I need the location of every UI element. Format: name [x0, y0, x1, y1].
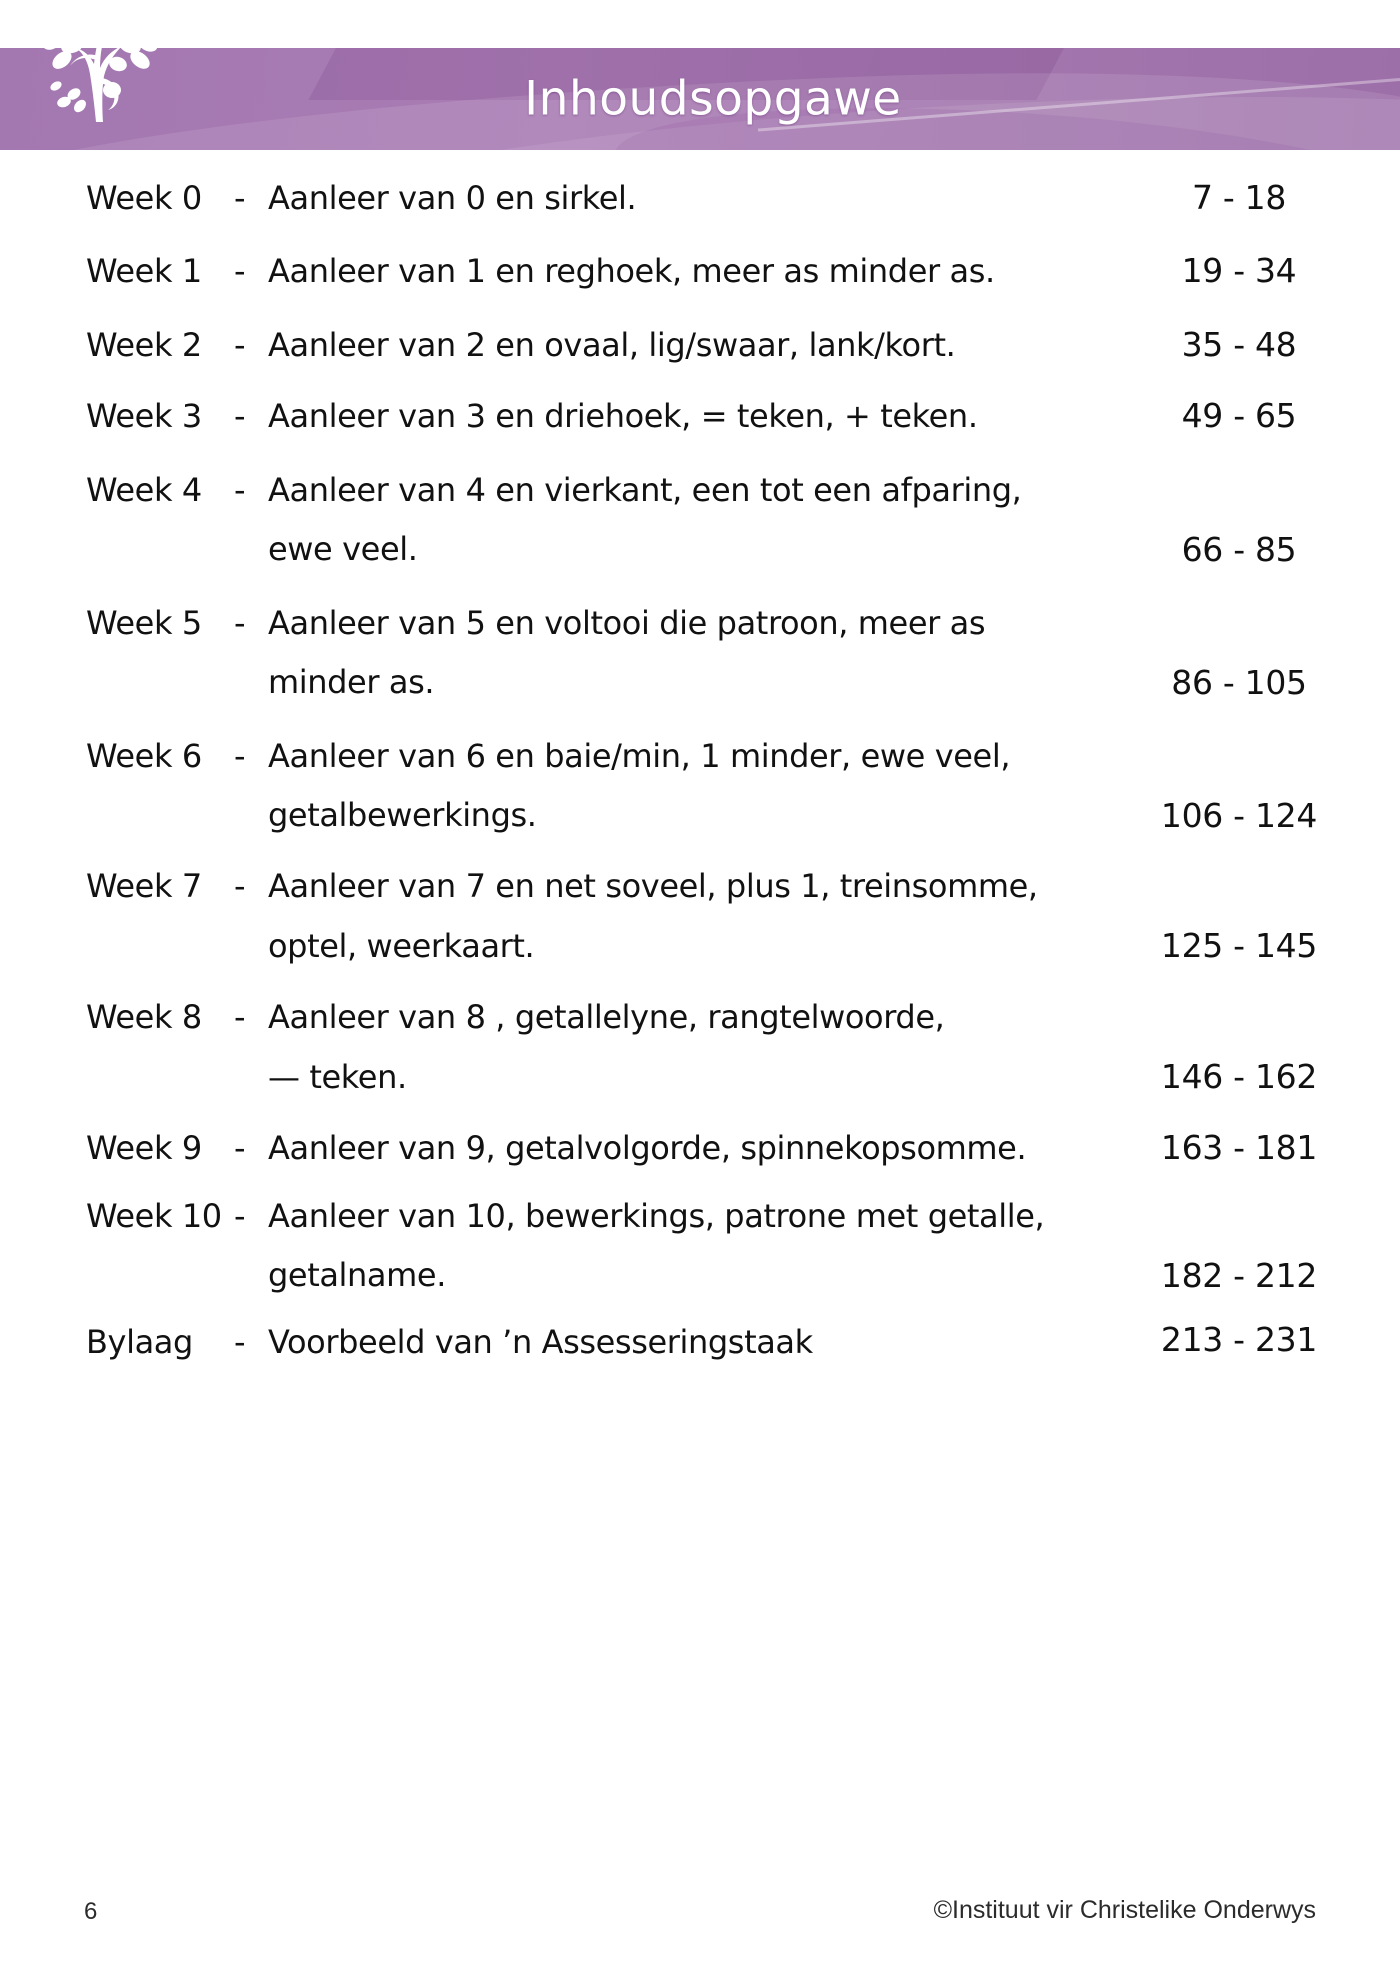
toc-entry-dash: - — [234, 470, 246, 509]
toc-entry-label: Week 5 — [86, 603, 202, 642]
toc-entry-pages: 182 - 212 — [1160, 1255, 1318, 1295]
toc-entry[interactable] — [0, 1126, 1400, 1171]
toc-entry[interactable] — [0, 394, 1400, 439]
toc-entry-label: Week 7 — [86, 867, 202, 906]
toc-entry-description: Aanleer van 6 en baie/min, 1 minder, ewe veel, — [268, 736, 1011, 775]
toc-entry-label: Week 0 — [86, 179, 202, 217]
toc-entry-pages: 163 - 181 — [1160, 1128, 1318, 1168]
toc-entry-pages: 66 - 85 — [1181, 529, 1297, 569]
toc-entry-dash: - — [234, 603, 246, 642]
toc-entry-description: Aanleer van 3 en driehoek, = teken, + teken. — [268, 397, 978, 436]
toc-entry-dash: - — [234, 179, 246, 217]
toc-entry-label: Week 6 — [86, 736, 202, 775]
toc-entry-label: Week 4 — [86, 470, 202, 509]
toc-entry[interactable] — [0, 176, 1400, 221]
toc-entry-label: Week 3 — [86, 397, 202, 436]
toc-entry-description: Aanleer van 10, bewerkings, patrone met getalle, — [268, 1196, 1045, 1235]
table-of-contents — [0, 150, 1400, 1366]
toc-entry-label: Week 2 — [86, 325, 202, 364]
toc-entry-label: Week 10 — [86, 1196, 222, 1235]
toc-entry-pages: 19 - 34 — [1181, 251, 1297, 291]
toc-entry-dash: - — [234, 1323, 246, 1362]
toc-entry-pages: 213 - 231 — [1160, 1320, 1318, 1360]
toc-entry-description: Aanleer van 2 en ovaal, lig/swaar, lank/kort. — [268, 325, 956, 364]
toc-entry[interactable] — [0, 601, 1400, 706]
toc-entry-dash: - — [234, 1196, 246, 1235]
toc-entry-label: Week 1 — [86, 252, 202, 291]
toc-entry-dash: - — [234, 736, 246, 775]
toc-entry[interactable] — [0, 249, 1400, 294]
toc-entry-description-continued: optel, weerkaart. — [268, 926, 535, 965]
toc-entry-description-continued: ewe veel. — [268, 530, 418, 569]
toc-entry-pages: 86 - 105 — [1171, 662, 1307, 702]
footer-page-number: 6 — [84, 1898, 98, 1925]
toc-entry-dash: - — [234, 998, 246, 1037]
toc-entry[interactable] — [0, 1194, 1400, 1299]
toc-entry-dash: - — [234, 867, 246, 906]
toc-entry-dash: - — [234, 252, 246, 291]
toc-entry-description: Aanleer van 1 en reghoek, meer as minder as. — [268, 252, 995, 291]
toc-entry[interactable] — [0, 734, 1400, 839]
toc-entry-pages: 106 - 124 — [1160, 795, 1318, 835]
toc-entry[interactable] — [0, 323, 1400, 368]
toc-entry-pages: 35 - 48 — [1181, 324, 1297, 364]
footer-copyright-credit: ©Instituut vir Christelike Onderwys — [933, 1896, 1316, 1924]
toc-entry-description: Aanleer van 0 en sirkel. — [268, 179, 637, 217]
toc-entry[interactable] — [0, 864, 1400, 969]
toc-entry-description-continued: getalbewerkings. — [268, 795, 537, 834]
toc-entry-label: Bylaag — [86, 1323, 193, 1362]
toc-entry-description-continued: — teken. — [268, 1057, 407, 1096]
page-title: Inhoudsopgawe — [524, 71, 902, 127]
toc-entry[interactable] — [0, 1320, 1400, 1365]
toc-entry-pages: 49 - 65 — [1181, 396, 1297, 436]
toc-entry-description: Aanleer van 7 en net soveel, plus 1, treinsomme, — [268, 867, 1038, 906]
page-header-banner — [0, 48, 1400, 150]
toc-entry[interactable] — [0, 995, 1400, 1100]
toc-entry[interactable] — [0, 468, 1400, 573]
toc-entry-pages: 7 - 18 — [1191, 178, 1287, 217]
toc-entry-description: Aanleer van 4 en vierkant, een tot een afparing, — [268, 470, 1022, 509]
toc-entry-label: Week 9 — [86, 1129, 202, 1168]
toc-entry-dash: - — [234, 397, 246, 436]
toc-entry-description-continued: getalname. — [268, 1256, 446, 1294]
toc-entry-description-continued: minder as. — [268, 663, 435, 702]
toc-entry-dash: - — [234, 1129, 246, 1168]
toc-entry-description: Aanleer van 8 , getallelyne, rangtelwoorde, — [268, 998, 945, 1037]
tree-logo-icon — [34, 0, 166, 124]
toc-entry-description: Aanleer van 5 en voltooi die patroon, meer as — [268, 603, 986, 642]
toc-entry-dash: - — [234, 325, 246, 364]
toc-entry-pages: 125 - 145 — [1160, 926, 1318, 966]
toc-entry-pages: 146 - 162 — [1160, 1057, 1318, 1097]
toc-entry-description: Voorbeeld van ’n Assesseringstaak — [268, 1323, 813, 1362]
toc-entry-label: Week 8 — [86, 998, 202, 1037]
toc-entry-description: Aanleer van 9, getalvolgorde, spinnekopsomme. — [268, 1129, 1027, 1168]
